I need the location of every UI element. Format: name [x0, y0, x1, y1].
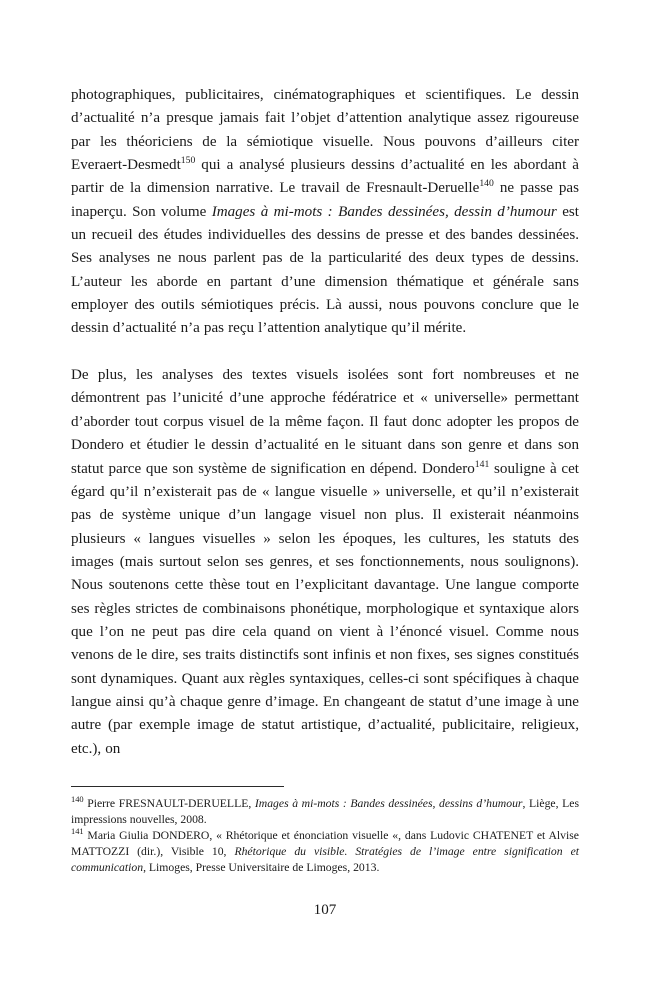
page-number: 107 — [313, 902, 337, 918]
footnote-reference[interactable]: 141 — [474, 458, 490, 470]
italic-text: Rhétorique du visible. Stratégies de l’image entre signification et communication — [71, 845, 579, 875]
footnote-separator-rule — [71, 786, 284, 787]
footnote-text: Pierre FRESNAULT-DERUELLE, Images à mi-mots : Bandes dessinées, dessins d’humour, Liège, Les impressions nouvelles, 2008. — [71, 797, 579, 827]
body-paragraph-1: photographiques, publicitaires, cinématographiques et scientifiques. Le dessin d’actualité n’a presque jamais fait l’objet d’attention analytique assez rigoureuse par les théoriciens de la sémiotique visuelle. Nous pouvons d’ailleurs citer Everaert-Desmedt$^{150}$ qui a analysé plusieurs dessins d’actualité en les abordant à partir de la dimension narrative. Le travail de Fresnault-Deruelle$^{140}$ ne passe pas inaperçu. Son volume Images à mi-mots : Bandes dessinées, dessin d’humour est un recueil des études individuelles des dessins de presse et des bandes dessinées. Ses analyses ne nous parlent pas de la particularité des deux types de dessins. L’auteur les aborde en partant d’une dimension thématique et générale sans employer des outils sémiotiques précis. Là aussi, nous pouvons conclure que le dessin d’actualité n’a pas reçu l’attention analytique qu’il mérite. — [71, 87, 579, 337]
footnote-reference[interactable]: 150 — [180, 155, 196, 166]
italic-text: Images à mi-mots : Bandes dessinées, dessins d’humour — [254, 797, 523, 810]
italic-text: Images à mi-mots : Bandes dessinées, dessin d’humour — [211, 203, 557, 220]
footnote-141 — [71, 828, 579, 876]
footnote-140 — [71, 796, 579, 828]
footnote-text: Maria Giulia DONDERO, « Rhétorique et énonciation visuelle «, dans Ludovic CHATENET et Alvise MATTOZZI (dir.), Visible 10, Rhétorique du visible. Stratégies de l’image entre signification et communication, Limoges, Presse Universitaire de Limoges, 2013. — [71, 829, 579, 875]
footnote-number: 140 — [71, 794, 84, 805]
body-paragraph-2: De plus, les analyses des textes visuels isolées sont fort nombreuses et ne démontrent pas l’unicité d’une approche fédératrice et « universelle» permettant d’aborder tout corpus visuel de la même façon. Il faut donc adopter les propos de Dondero et étudier le dessin d’actualité en le situant dans son genre et dans son statut parce que son système de signification en dépend. Dondero$^{141}$ souligne à cet égard qu’il n’existerait pas de « langue visuelle » universelle, et qu’il n’existerait pas de système unique d’un langage visuel non plus. Il existerait néanmoins plusieurs « langues visuelles » selon les époques, les cultures, les statuts des images (mais surtout selon ses genres, et ses fonctionnements, nous soulignons). Nous soutenons cette thèse tout en l’explicitant davantage. Une langue comporte ses règles strictes de combinaisons phonétique, morphologique et syntaxique alors que l’on ne peut pas dire cela quand on vient à l’énoncé visuel. Comme nous venons de le dire, ses traits distinctifs sont infinis et non fixes, ses signes constitués sont dynamiques. Quant aux règles syntaxiques, celles-ci sont spécifiques à chaque langue ainsi qu’à chaque genre d’image. En changeant de statut d’une image à une autre (par exemple image de statut artistique, d’actualité, publicitaire, religieux, etc.), on — [71, 367, 580, 757]
footnote-reference[interactable]: 140 — [479, 178, 494, 190]
footnote-area — [71, 786, 579, 876]
page-body-text — [71, 84, 579, 761]
footnote-number: 141 — [71, 826, 84, 837]
